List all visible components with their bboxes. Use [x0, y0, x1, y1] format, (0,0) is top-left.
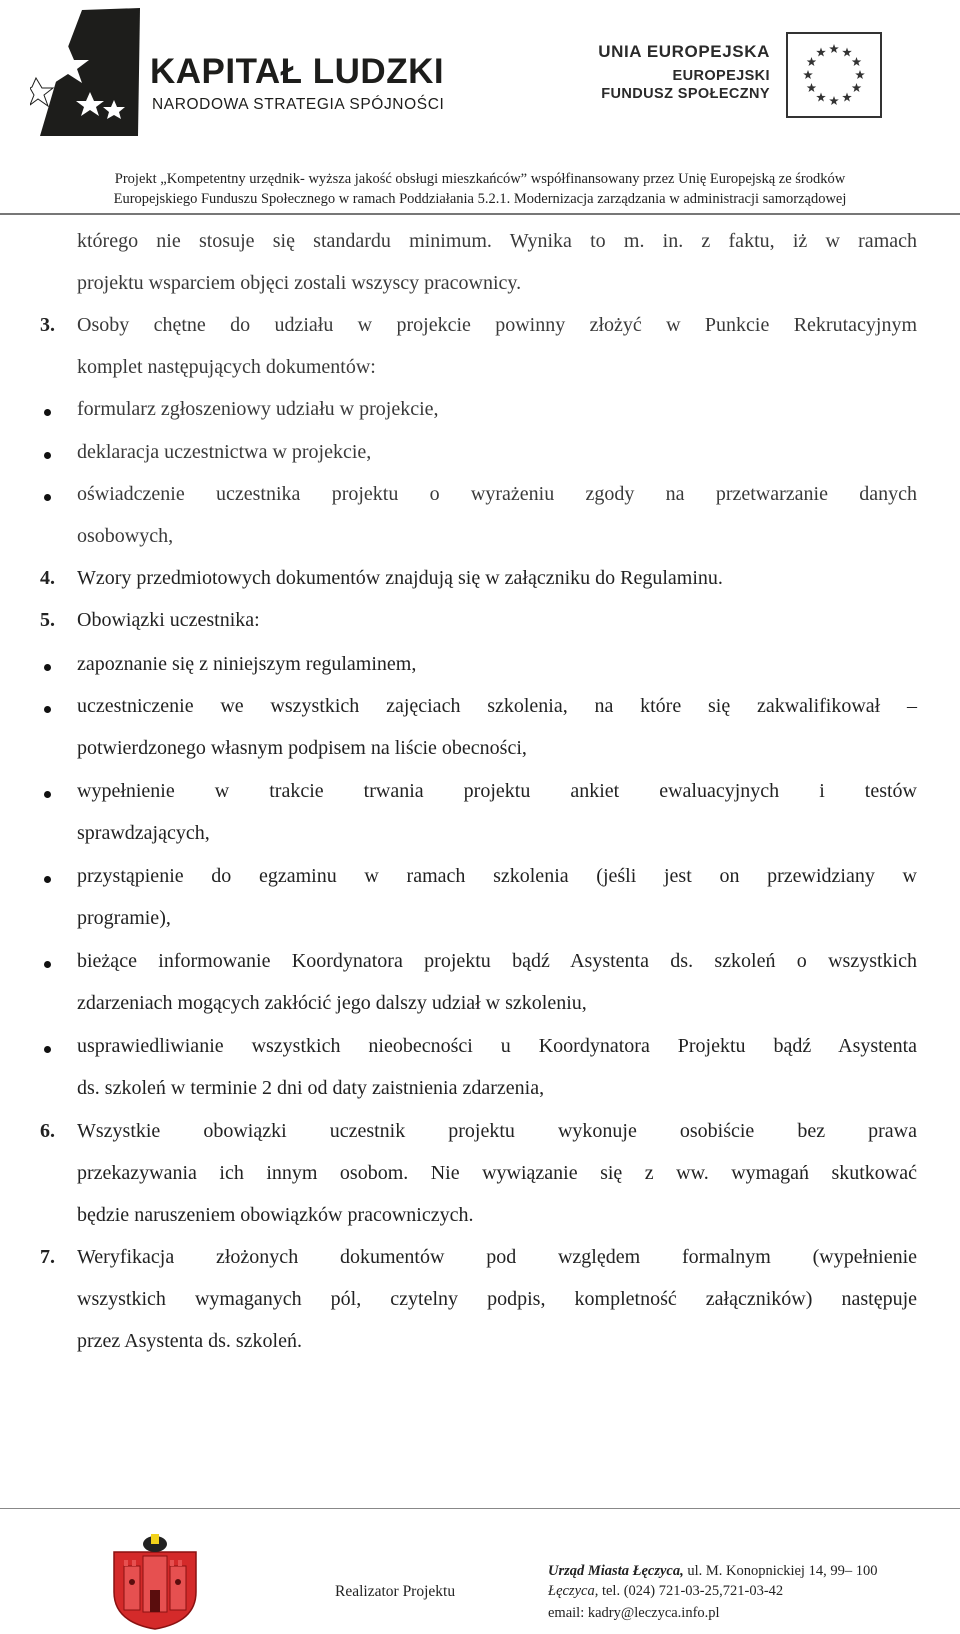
- bullet-icon: [44, 494, 51, 501]
- point-6-line3: będzie naruszeniem obowiązków pracowniczych.: [77, 1204, 474, 1226]
- eu-star-icon: [829, 96, 839, 105]
- point-3-bullet3-line2: osobowych,: [77, 525, 174, 547]
- point-5-bullet3-line2: sprawdzających,: [77, 822, 210, 844]
- point-5-bullet3-line1: wypełnienie w trakcie trwania projektu ankiet ewaluacyjnych i testów: [77, 780, 917, 802]
- point-5-line1: Obowiązki uczestnika:: [77, 609, 260, 631]
- kapital-ludzki-logo: [30, 8, 450, 143]
- point-7-line2: wszystkich wymaganych pól, czytelny podpis, kompletność załączników) następuje: [77, 1288, 917, 1310]
- bullet-icon: [44, 1046, 51, 1053]
- point-7-number: 7.: [40, 1246, 55, 1268]
- eu-star-icon: [807, 83, 817, 92]
- footer-divider: [0, 1508, 960, 1509]
- eu-star-icon: [852, 57, 862, 66]
- point-6-line2: przekazywania ich innym osobom. Nie wywiązanie się z ww. wymagań skutkować: [77, 1162, 917, 1184]
- project-info-line2: Europejskiego Funduszu Społecznego w ramach Poddziałania 5.2.1. Modernizacja zarządzania w administracji samorządowej: [113, 191, 847, 207]
- eu-star-icon: [807, 57, 817, 66]
- point-5-number: 5.: [40, 609, 55, 631]
- bullet-icon: [44, 876, 51, 883]
- realizator-label: Realizator Projektu: [335, 1583, 456, 1600]
- point-5-bullet5-line1: bieżące informowanie Koordynatora projektu bądź Asystenta ds. szkoleń o wszystkich: [77, 950, 917, 972]
- eu-star-icon: [852, 83, 862, 92]
- point-3-bullet3-line1: oświadczenie uczestnika projektu o wyrażeniu zgody na przetwarzanie danych: [77, 483, 917, 505]
- eu-flag-icon: [786, 32, 882, 118]
- bullet-icon: [44, 452, 51, 459]
- footer-address: [548, 1563, 877, 1580]
- eu-logo-line3: FUNDUSZ SPOŁECZNY: [601, 86, 770, 102]
- bullet-icon: [44, 961, 51, 968]
- point-5-bullet4-line2: programie),: [77, 907, 171, 929]
- eu-logo-line1: UNIA EUROPEJSKA: [598, 42, 770, 61]
- eu-star-icon: [842, 48, 852, 57]
- leczyca-crest-icon: [110, 1530, 200, 1630]
- bullet-icon: [44, 664, 51, 671]
- footer-phone-numbers: , tel. (024) 721-03-25,721-03-42: [594, 1583, 784, 1599]
- project-info-line1: Projekt „Kompetentny urzędnik- wyższa jakość obsługi mieszkańców” współfinansowany przez Unię Europejską ze środków: [114, 171, 846, 187]
- eu-star-icon: [855, 70, 865, 79]
- point-3-line1: Osoby chętne do udziału w projekcie powinny złożyć w Punkcie Rekrutacyjnym: [77, 314, 917, 336]
- footer-email[interactable]: email: kadry@leczyca.info.pl: [548, 1605, 720, 1621]
- footer-office-address: ul. M. Konopnickiej 14, 99– 100: [683, 1563, 878, 1579]
- point-5-bullet2-line2: potwierdzonego własnym podpisem na liście obecności,: [77, 737, 527, 759]
- point-3-line2: komplet następujących dokumentów:: [77, 356, 376, 378]
- footer-phone: [548, 1583, 783, 1600]
- kapital-ludzki-emblem: [30, 8, 140, 138]
- point-3-number: 3.: [40, 314, 55, 336]
- point-5-bullet6-line1: usprawiedliwianie wszystkich nieobecności u Koordynatora Projektu bądź Asystenta: [77, 1035, 917, 1057]
- kapital-ludzki-title: KAPITAŁ LUDZKI: [150, 52, 445, 91]
- eu-logo: [590, 28, 910, 128]
- point-6-number: 6.: [40, 1120, 55, 1142]
- intro-line2: projektu wsparciem objęci zostali wszyscy pracownicy.: [77, 272, 522, 294]
- header-divider: [0, 213, 960, 215]
- eu-logo-line2: EUROPEJSKI: [672, 68, 770, 84]
- footer-office-name: Urząd Miasta Łęczyca,: [548, 1563, 684, 1579]
- point-5-bullet5-line2: zdarzeniach mogących zakłócić jego dalszy udział w szkoleniu,: [77, 992, 587, 1014]
- point-5-bullet4-line1: przystąpienie do egzaminu w ramach szkolenia (jeśli jest on przewidziany w: [77, 865, 917, 887]
- point-5-bullet1: zapoznanie się z niniejszym regulaminem,: [77, 653, 417, 675]
- point-7-line1: Weryfikacja złożonych dokumentów pod względem formalnym (wypełnienie: [77, 1246, 917, 1268]
- eu-star-icon: [829, 44, 839, 53]
- point-7-line3: przez Asystenta ds. szkoleń.: [77, 1330, 302, 1352]
- point-4-line1: Wzory przedmiotowych dokumentów znajdują się w załączniku do Regulaminu.: [77, 567, 723, 589]
- kapital-ludzki-subtitle: NARODOWA STRATEGIA SPÓJNOŚCI: [152, 96, 445, 113]
- eu-star-icon: [816, 93, 826, 102]
- eu-star-icon: [803, 70, 813, 79]
- point-5-bullet2-line1: uczestniczenie we wszystkich zajęciach szkolenia, na które się zakwalifikował –: [77, 695, 917, 717]
- eu-star-icon: [842, 93, 852, 102]
- bullet-icon: [44, 409, 51, 416]
- bullet-icon: [44, 706, 51, 713]
- point-3-bullet1: formularz zgłoszeniowy udziału w projekcie,: [77, 398, 439, 420]
- point-5-bullet6-line2: ds. szkoleń w terminie 2 dni od daty zaistnienia zdarzenia,: [77, 1077, 545, 1099]
- footer-town: Łęczyca: [548, 1583, 595, 1599]
- intro-line1: którego nie stosuje się standardu minimum. Wynika to m. in. z faktu, iż w ramach: [77, 230, 917, 252]
- point-3-bullet2: deklaracja uczestnictwa w projekcie,: [77, 441, 372, 463]
- eu-star-icon: [816, 48, 826, 57]
- point-4-number: 4.: [40, 567, 55, 589]
- point-6-line1: Wszystkie obowiązki uczestnik projektu wykonuje osobiście bez prawa: [77, 1120, 917, 1142]
- bullet-icon: [44, 791, 51, 798]
